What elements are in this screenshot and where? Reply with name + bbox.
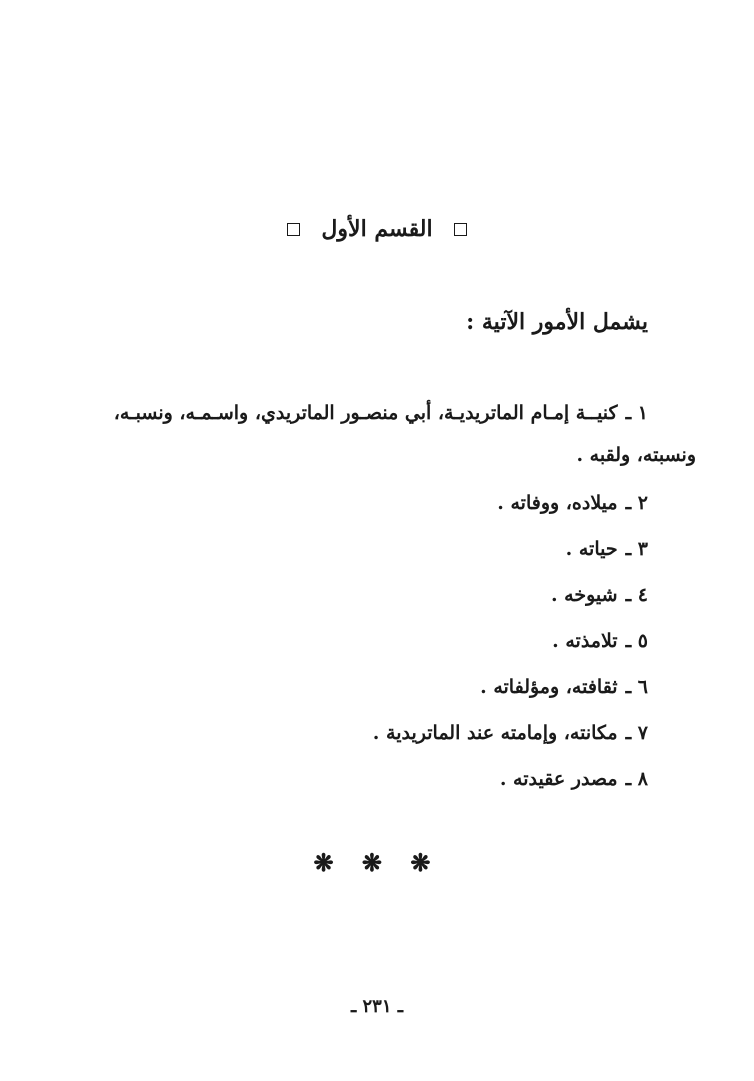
list-item	[78, 756, 648, 802]
item-number: ٨ ـ	[625, 768, 648, 790]
item-text: ميلاده، ووفاته .	[497, 492, 618, 514]
section-heading	[0, 210, 754, 247]
page-number: ـ ٢٣١ ـ	[350, 996, 404, 1017]
item-text: مصدر عقيدته .	[499, 768, 618, 790]
item-number: ٦ ـ	[625, 676, 648, 698]
item-text: شيوخه .	[550, 584, 618, 606]
item-text: مكانته، وإمامته عند الماتريدية .	[372, 722, 618, 744]
item-number: ٢ ـ	[625, 492, 648, 514]
item-text-continuation: ونسبته، ولقبه .	[576, 444, 696, 466]
section-title: القسم الأول	[321, 216, 433, 242]
list-item	[78, 710, 648, 756]
item-text: حياته .	[565, 538, 618, 560]
square-ornament-icon	[454, 223, 467, 236]
item-number: ٣ ـ	[625, 538, 648, 560]
item-text: تلامذته .	[552, 630, 618, 652]
item-number: ١ ـ	[625, 402, 648, 424]
items-list	[78, 392, 696, 802]
intro-text: يشمل الأمور الآتية :	[466, 309, 648, 335]
list-item	[78, 392, 696, 476]
list-item	[78, 526, 648, 572]
square-ornament-icon	[287, 223, 300, 236]
item-text: كنيــة إمـام الماتريديـة، أبي منصـور الماتريدي، واسـمـه، ونسبـه،	[113, 402, 618, 424]
item-number: ٤ ـ	[625, 584, 648, 606]
item-number: ٧ ـ	[625, 722, 648, 744]
list-item	[78, 572, 648, 618]
item-number: ٥ ـ	[625, 630, 648, 652]
section-separator: ❋ ❋ ❋	[313, 848, 441, 877]
list-item	[78, 664, 648, 710]
list-item	[78, 480, 648, 526]
item-text: ثقافته، ومؤلفاته .	[480, 676, 618, 698]
list-item	[78, 618, 648, 664]
